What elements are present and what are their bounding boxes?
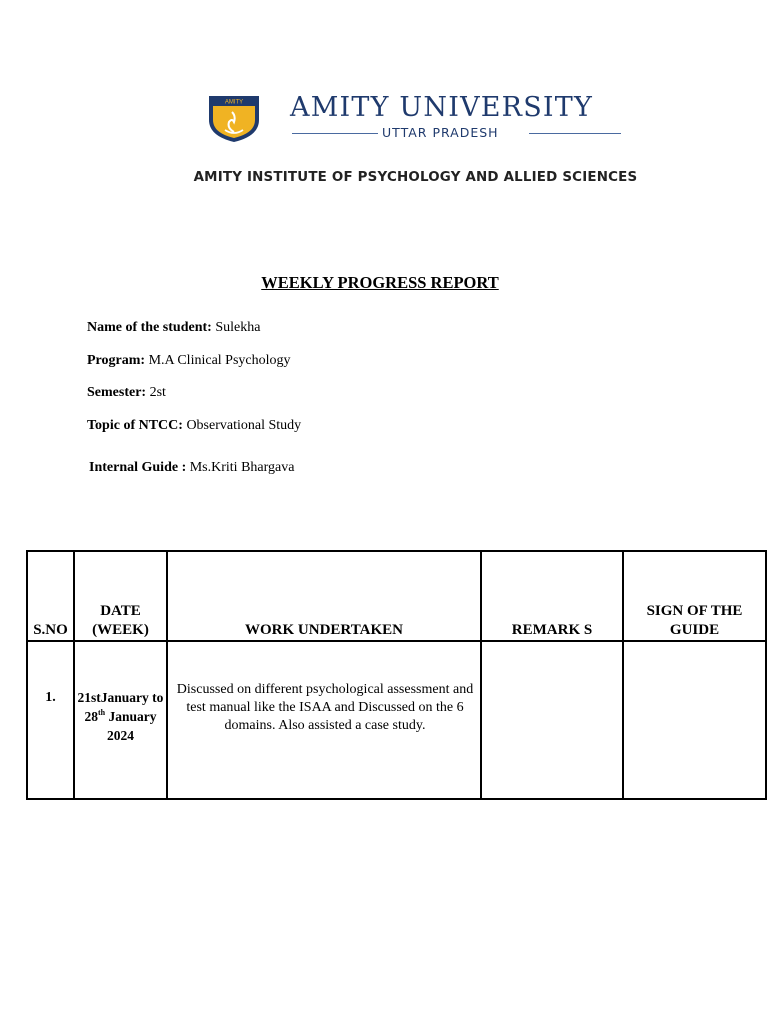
subtitle-rule-right: [529, 133, 621, 134]
cell-sno-text: 1.: [45, 690, 56, 705]
cell-work: [167, 641, 481, 799]
cell-sno: [27, 641, 74, 799]
internal-guide-value: Ms.Kriti Bhargava: [189, 460, 295, 475]
semester-line: [87, 385, 166, 401]
university-subtitle: UTTAR PRADESH: [382, 125, 499, 140]
subtitle-rule-left: [292, 133, 378, 134]
cell-date-line1: 21stJanuary to: [77, 690, 164, 705]
student-name-line: [87, 320, 260, 336]
header-sign-line1: SIGN OF THE: [646, 603, 743, 619]
cell-remarks: [481, 641, 623, 799]
header-date-line2: (WEEK): [92, 622, 149, 638]
header-date: [74, 551, 167, 641]
header-sign: [623, 551, 766, 641]
program-line: [87, 353, 291, 369]
header-sno: S.NO: [27, 551, 74, 641]
cell-date-line2: [75, 707, 166, 726]
report-title: WEEKLY PROGRESS REPORT: [261, 273, 499, 292]
university-crest-icon: [207, 92, 261, 144]
svg-text:AMITY: AMITY: [224, 99, 244, 106]
cell-date-day2: 28: [84, 709, 98, 724]
student-name-label: Name of the student:: [87, 320, 212, 335]
institute-name: AMITY INSTITUTE OF PSYCHOLOGY AND ALLIED SCIENCES: [193, 170, 638, 185]
semester-value: 2st: [149, 385, 166, 400]
internal-guide-line: [89, 460, 294, 476]
cell-sign: [623, 641, 766, 799]
topic-value: Observational Study: [186, 418, 302, 433]
cell-date-sup: th: [97, 707, 106, 717]
program-label: Program:: [87, 353, 146, 368]
university-logo: [207, 92, 627, 148]
topic-line: [87, 418, 301, 434]
cell-date-month2: January: [105, 709, 157, 724]
topic-label: Topic of NTCC:: [87, 418, 183, 433]
cell-date: [74, 641, 167, 799]
header-work: WORK UNDERTAKEN: [167, 551, 481, 641]
header-sign-line2: GUIDE: [669, 622, 720, 638]
header-remarks: REMARK S: [481, 551, 623, 641]
cell-work-text: Discussed on different psychological assessment and test manual like the ISAA and Discussed on the 6 domains. Also assisted a case study.: [176, 682, 474, 733]
program-value: M.A Clinical Psychology: [148, 353, 291, 368]
cell-date-year: 2024: [107, 728, 134, 743]
table-row: [27, 641, 766, 799]
header-date-line1: DATE: [100, 603, 141, 619]
semester-label: Semester:: [87, 385, 147, 400]
progress-table: [26, 550, 767, 800]
university-name: AMITY UNIVERSITY: [290, 92, 594, 123]
student-name-value: Sulekha: [215, 320, 261, 335]
table-header-row: [27, 551, 766, 641]
internal-guide-label: Internal Guide :: [89, 460, 187, 475]
